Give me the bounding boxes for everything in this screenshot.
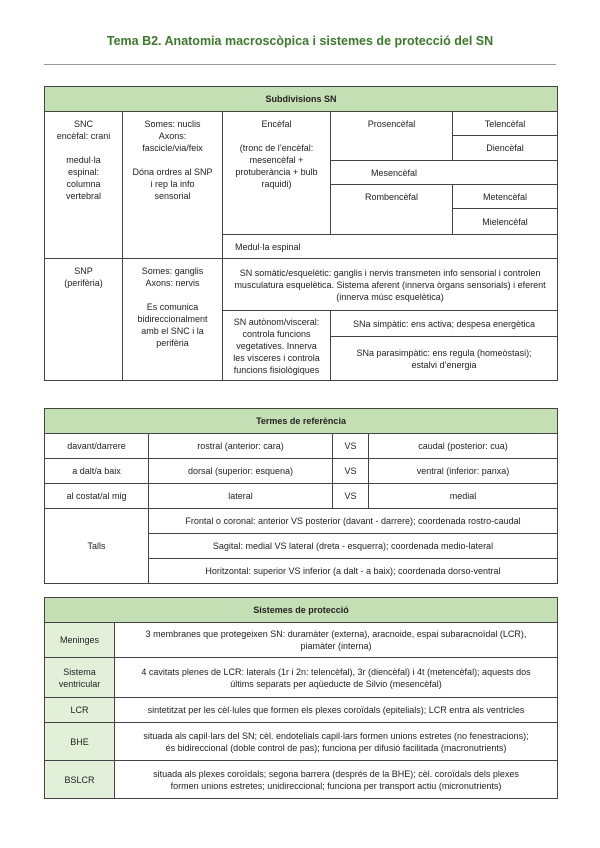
sistema-text: 4 cavitats plenes de LCR: laterals (1r i 2n: telencèfal), 3r (diencèfal) i 4t (metencèfal); aquests dos últims separats per aqüeducte de Silvio (mesencèfal) — [115, 658, 558, 698]
sistema-text: situada als capil·lars del SN; cèl. endotelials capil·lars formen unions estretes (no fenestracions); és bidireccional (doble control de pas); funciona per difusió facilitada (macronutrients) — [115, 723, 558, 761]
title-divider — [44, 64, 556, 65]
talls-label: Talls — [45, 509, 149, 584]
tall-horitzontal: Horitzontal: superior VS inferior (a dalt - a baix); coordenada dorso-ventral — [149, 559, 558, 584]
terme-left: lateral — [149, 484, 333, 509]
sistemes-header: Sistemes de protecció — [45, 598, 558, 623]
subdivisions-header: Subdivisions SN — [45, 87, 558, 112]
sistema-text: situada als plexes coroïdals; segona barrera (després de la BHE); cèl. coroïdals dels plexes formen unions estretes; unidireccional; funciona per transport actiu (micronutrients) — [115, 761, 558, 799]
terme-label: davant/darrere — [45, 434, 149, 459]
sistema-label: Sistema ventricular — [45, 658, 115, 698]
sna-parasimpatic-cell: SNa parasimpàtic: ens regula (homeòstasi); estalvi d’energia — [331, 337, 558, 381]
termes-table — [44, 408, 558, 584]
rombencefal-cell: Rombencèfal — [331, 185, 453, 235]
snp-label: SNP (perifèria) — [45, 259, 123, 381]
sna-simpatic-cell: SNa simpàtic: ens activa; despesa energètica — [331, 311, 558, 337]
prosencefal-cell: Prosencèfal — [331, 112, 453, 161]
subdivisions-table — [44, 86, 558, 381]
terme-left: dorsal (superior: esquena) — [149, 459, 333, 484]
sn-autonom-cell: SN autònom/visceral: controla funcions vegetatives. Innerva les vísceres i controla funcions fisiològiques — [223, 311, 331, 381]
encefal-cell: Encèfal (tronc de l’encèfal: mesencèfal + protuberància + bulb raquidi) — [223, 112, 331, 235]
terme-vs: VS — [333, 459, 369, 484]
sistema-text: 3 membranes que protegeixen SN: duramàter (externa), aracnoide, espai subaracnoïdal (LCR), piamàter (interna) — [115, 623, 558, 658]
snc-label: SNC encèfal: crani medul·la espinal: columna vertebral — [45, 112, 123, 259]
medulla-cell: Medul·la espinal — [223, 235, 558, 259]
terme-right: medial — [369, 484, 558, 509]
sn-somatic-cell: SN somàtic/esquelètic: ganglis i nervis transmeten info sensorial i controlen musculatura esquelètica. Sistema aferent (innerva òrgans sensorials) i eferent (innerva músc esquelètica) — [223, 259, 558, 311]
snc-somes: Somes: nuclis Axons: fascicle/via/feix Dóna ordres al SNP i rep la info sensorial — [123, 112, 223, 259]
snp-somes: Somes: ganglis Axons: nervis Es comunica bidireccionalment amb el SNC i la perifèria — [123, 259, 223, 381]
terme-label: al costat/al mig — [45, 484, 149, 509]
mesencefal-cell: Mesencèfal — [331, 161, 558, 185]
telencefal-cell: Telencèfal — [453, 112, 558, 136]
terme-right: caudal (posterior: cua) — [369, 434, 558, 459]
sistema-label: Meninges — [45, 623, 115, 658]
metencefal-cell: Metencèfal — [453, 185, 558, 209]
tall-frontal: Frontal o coronal: anterior VS posterior (davant - darrere); coordenada rostro-caudal — [149, 509, 558, 534]
tall-sagital: Sagital: medial VS lateral (dreta - esquerra); coordenada medio-lateral — [149, 534, 558, 559]
termes-header: Termes de referència — [45, 409, 558, 434]
page-title: Tema B2. Anatomia macroscòpica i sistemes de protecció del SN — [106, 34, 494, 48]
diencefal-cell: Diencèfal — [453, 136, 558, 161]
sistemes-table — [44, 597, 558, 799]
terme-left: rostral (anterior: cara) — [149, 434, 333, 459]
sistema-label: BSLCR — [45, 761, 115, 799]
terme-right: ventral (inferior: panxa) — [369, 459, 558, 484]
terme-label: a dalt/a baix — [45, 459, 149, 484]
terme-vs: VS — [333, 434, 369, 459]
terme-vs: VS — [333, 484, 369, 509]
sistema-label: BHE — [45, 723, 115, 761]
sistema-text: sintetitzat per les cèl·lules que formen els plexes coroïdals (epitelials); LCR entra als ventricles — [115, 698, 558, 723]
mielencefal-cell: Mielencèfal — [453, 209, 558, 235]
sistema-label: LCR — [45, 698, 115, 723]
